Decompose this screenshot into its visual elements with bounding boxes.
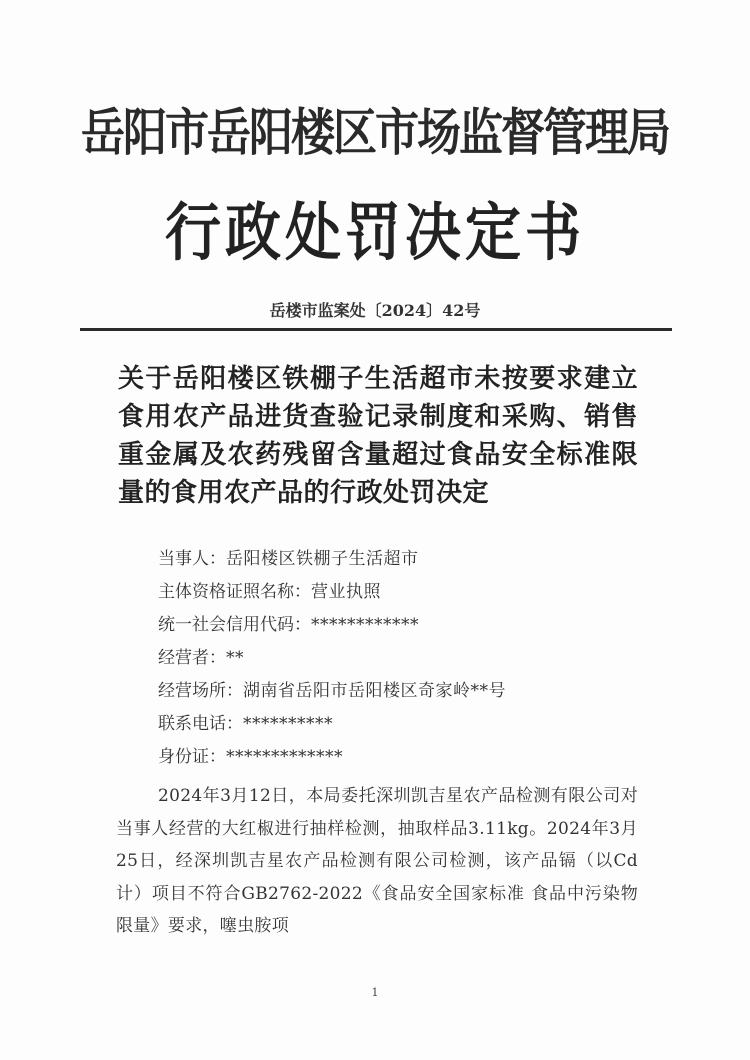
document-type-title: 行政处罚决定书 xyxy=(165,196,585,270)
page-number: 1 xyxy=(371,986,379,999)
party-info-row xyxy=(158,576,506,609)
party-info-row xyxy=(158,708,506,741)
party-info-block xyxy=(158,543,506,774)
party-info-row xyxy=(158,741,506,774)
header-divider xyxy=(80,328,672,331)
document-number: 岳楼市监案处〔2024〕42号 xyxy=(269,301,481,320)
party-info-row xyxy=(158,543,506,576)
party-info-row xyxy=(158,675,506,708)
business-address-label: 经营场所： xyxy=(158,681,243,701)
business-address-value: 湖南省岳阳市岳阳楼区奇家岭**号 xyxy=(243,681,506,701)
party-info-row xyxy=(158,642,506,675)
body-paragraph: 2024年3月12日，本局委托深圳凯吉星农产品检测有限公司对当事人经营的大红椒进行抽样检测，抽取样品3.11kg。2024年3月25日，经深圳凯吉星农产品检测有限公司检测，该产品镉（以Cd计）项目不符合GB2762-2022《食品安全国家标准 食品中污染物限量》要求，噻虫胺项 xyxy=(116,786,638,936)
credit-code-value: ************ xyxy=(311,615,419,635)
party-name-value: 岳阳楼区铁棚子生活超市 xyxy=(226,549,419,569)
id-card-value: ************* xyxy=(226,747,343,767)
phone-label: 联系电话： xyxy=(158,714,243,734)
issuing-agency-title: 岳阳市岳阳楼区市场监督管理局 xyxy=(81,103,669,163)
credit-code-label: 统一社会信用代码： xyxy=(158,615,311,635)
party-name-label: 当事人： xyxy=(158,549,226,569)
operator-value: ** xyxy=(226,648,244,668)
phone-value: ********** xyxy=(243,714,333,734)
id-card-label: 身份证： xyxy=(158,747,226,767)
decision-subject-heading: 关于岳阳楼区铁棚子生活超市未按要求建立食用农产品进货查验记录制度和采购、销售重金属及农药残留含量超过食品安全标准限量的食用农产品的行政处罚决定 xyxy=(118,364,638,508)
operator-label: 经营者： xyxy=(158,648,226,668)
license-type-label: 主体资格证照名称： xyxy=(158,582,311,602)
party-info-row xyxy=(158,609,506,642)
license-type-value: 营业执照 xyxy=(311,582,381,602)
